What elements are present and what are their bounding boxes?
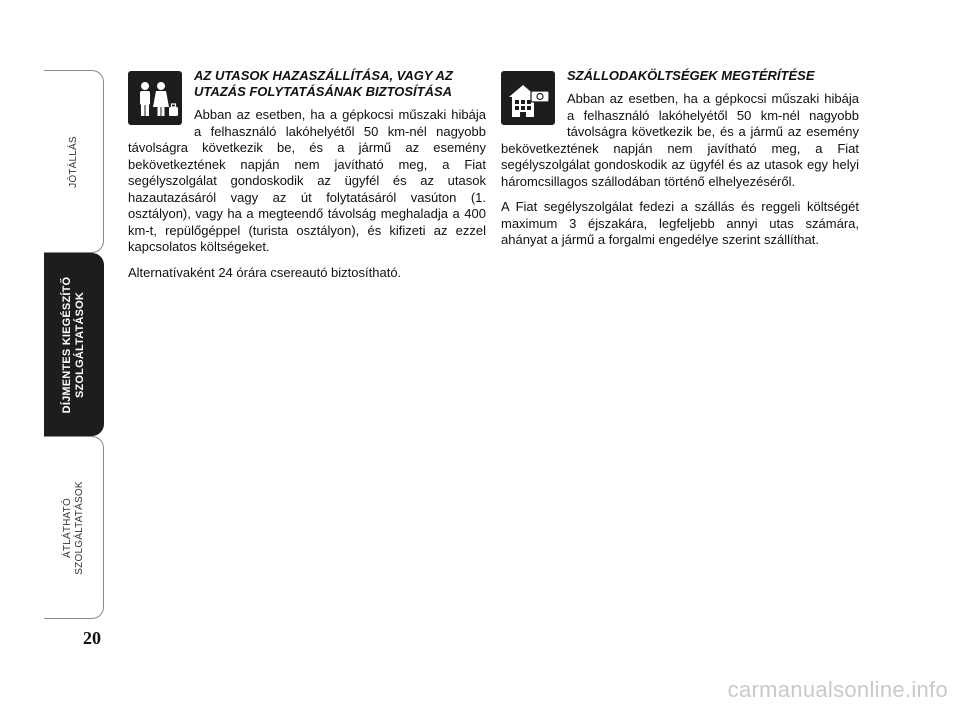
section-hotel-costs <box>501 68 859 258</box>
section-paragraph: A Fiat segélyszolgálat fedezi a szállás és reggeli költségét maximum 3 éjszakára, legfeljebb annyi utas számára, ahányat a jármű a forgalmi engedélye szerint szállíthat. <box>501 199 859 247</box>
side-tab-dijmentes-active[interactable] <box>44 253 104 436</box>
section-paragraph: Abban az esetben, ha a gépkocsi műszaki hibája a felhasználó lakóhelyétől 50 km-nél nagyobb távolságra következik be, és a jármű az esemény bekövetkeztének napján nem javítható meg, a Fiat segélyszolgálat gondoskodik az ügyfél és az utasok egy helyi háromcsillagos szállodában történő elhelyezéséről. <box>501 91 859 189</box>
watermark: carmanualsonline.info <box>727 677 948 702</box>
side-tab-label: ÁTLÁTHATÓ SZOLGÁLTATÁSOK <box>61 480 85 575</box>
section-title: SZÁLLODAKÖLTSÉGEK MEGTÉRÍTÉSE <box>567 68 815 83</box>
people-luggage-icon <box>128 71 182 125</box>
side-tab-label: JÓTÁLLÁS <box>67 135 79 188</box>
hotel-money-icon <box>501 71 555 125</box>
page-number: 20 <box>83 628 101 648</box>
side-tab-label: DÍJMENTES KIEGÉSZÍTŐ SZOLGÁLTATÁSOK <box>60 276 86 413</box>
side-tab-jotallas[interactable] <box>44 70 104 253</box>
side-tab-atlathato[interactable] <box>44 436 104 619</box>
section-paragraph: Alternatívaként 24 órára csereautó biztosítható. <box>128 264 402 280</box>
section-paragraph: Abban az esetben, ha a gépkocsi műszaki hibája a felhasználó lakóhelyétől 50 km-nél nagyobb távolságra következik be, és a jármű az esemény bekövetkeztének napján nem javítható meg, a Fiat segélyszolgálat gondoskodik az ügyfél és az utasok hazautazásáról vagy az út folytatásáról vasúton (1. osztályon), vagy ha a megteendő távolság meghaladja a 400 km-t, repülőgéppel (turista osztályon), és kifizeti az ezzel kapcsolatos költségeket. <box>128 107 486 254</box>
section-passenger-transport <box>128 68 486 290</box>
section-title: AZ UTASOK HAZASZÁLLÍTÁSA, VAGY AZ UTAZÁS FOLYTATÁSÁNAK BIZTOSÍTÁSA <box>194 68 453 99</box>
